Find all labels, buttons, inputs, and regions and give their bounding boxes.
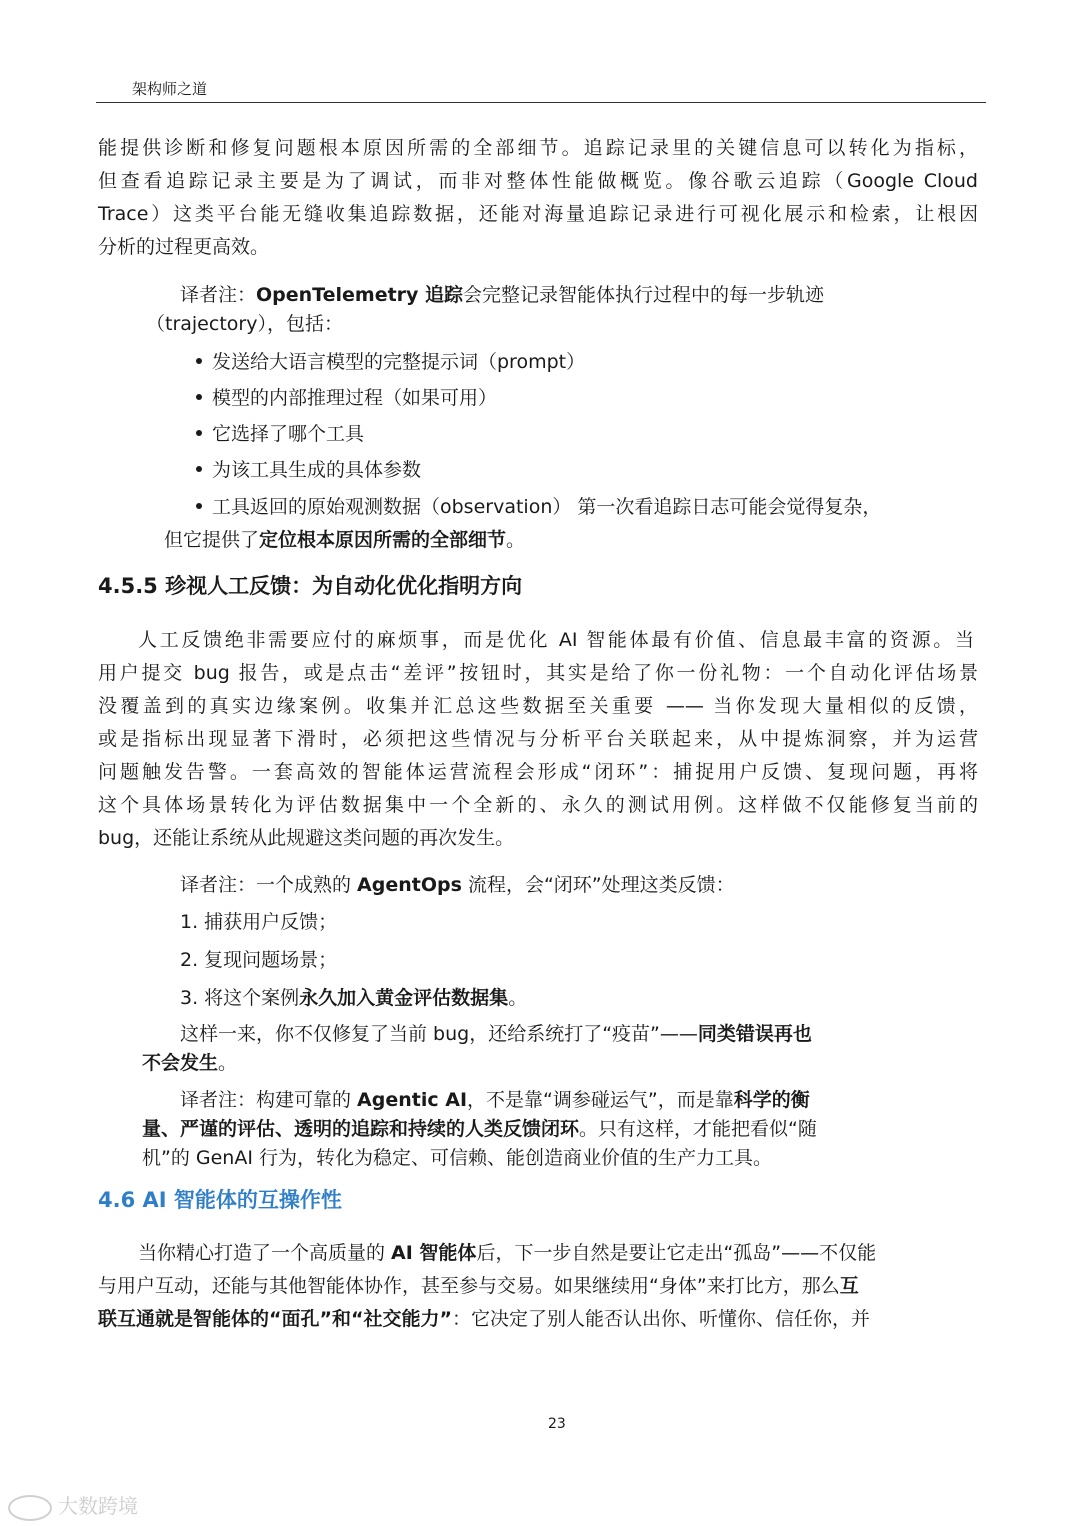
- note-line: [180, 869, 735, 901]
- list-item-bold: 永久加入黄金评估数据集: [299, 987, 509, 1009]
- list-item: 2. 复现问题场景；: [180, 949, 338, 971]
- note-line: [164, 524, 525, 556]
- section-heading-4-6: 4.6 AI 智能体的互操作性: [98, 1188, 342, 1212]
- note-bold-text: 不会发生: [142, 1052, 219, 1074]
- paragraph-text: ：它决定了别人能否认出你、听懂你、信任你，并: [451, 1308, 870, 1330]
- text-line: 问题触发告警。一套高效的智能体运营流程会形成“闭环”：捕捉用户反馈、复现问题，再将: [98, 761, 978, 783]
- bullet-text: 工具返回的原始观测数据（observation） 第一次看追踪日志可能会觉得复杂，: [212, 496, 882, 518]
- bullet-text: 为该工具生成的具体参数: [212, 459, 422, 481]
- bullet-icon: [196, 394, 202, 400]
- list-item-text: 。: [508, 987, 528, 1009]
- text-line: 能提供诊断和修复问题根本原因所需的全部细节。追踪记录里的关键信息可以转化为指标，: [98, 137, 978, 159]
- bullet-icon: [196, 466, 202, 472]
- note-bold-term: AgentOps: [357, 874, 462, 896]
- text-line: 用户提交 bug 报告，或是点击“差评”按钮时，其实是给了你一份礼物：一个自动化评估场景: [98, 662, 978, 684]
- paragraph-text: 当你精心打造了一个高质量的: [138, 1242, 392, 1264]
- text-line: 但查看追踪记录主要是为了调试，而非对整体性能做概览。像谷歌云追踪（Google Cloud: [98, 170, 978, 192]
- bullet-text: 发送给大语言模型的完整提示词（prompt）: [212, 351, 586, 373]
- running-header: 架构师之道: [132, 80, 208, 98]
- text-line: Trace）这类平台能无缝收集追踪数据，还能对海量追踪记录进行可视化展示和检索，让根因: [98, 203, 978, 225]
- note-line: [180, 1018, 812, 1050]
- bullet-text: 它选择了哪个工具: [212, 423, 365, 445]
- note-text: 会完整记录智能体执行过程中的每一步轨迹: [463, 284, 825, 306]
- bullet-item: [196, 382, 497, 414]
- list-item: 1. 捕获用户反馈；: [180, 911, 338, 933]
- paragraph-bold: 联互通就是智能体的“面孔”和“社交能力”: [98, 1308, 452, 1330]
- note-bold-text: 同类错误再也: [697, 1023, 812, 1045]
- text-line: [98, 1270, 859, 1302]
- note-text: 译者注：构建可靠的: [180, 1089, 358, 1111]
- bullet-icon: [196, 503, 202, 509]
- text-line: 没覆盖到的真实边缘案例。收集并汇总这些数据至关重要 —— 当你发现大量相似的反馈，: [98, 695, 978, 717]
- watermark: [8, 1490, 138, 1521]
- paragraph-text: 后，下一步自然是要让它走出“孤岛”——不仅能: [476, 1242, 877, 1264]
- page-number: 23: [548, 1416, 566, 1432]
- text-line: [98, 1303, 870, 1335]
- note-line: [142, 1113, 817, 1145]
- paragraph-text: 与用户互动，还能与其他智能体协作，甚至参与交易。如果继续用“身体”来打比方，那么: [98, 1275, 840, 1297]
- note-bold-text: 科学的衡: [733, 1089, 810, 1111]
- text-line: 人工反馈绝非需要应付的麻烦事，而是优化 AI 智能体最有价值、信息最丰富的资源。当: [138, 629, 974, 651]
- note-text: 。: [218, 1052, 238, 1074]
- text-line: 分析的过程更高效。: [98, 236, 270, 258]
- note-text: ，不是靠“调参碰运气”，而是靠: [467, 1089, 734, 1111]
- bullet-text: 模型的内部推理过程（如果可用）: [212, 387, 498, 409]
- note-line: [142, 1047, 237, 1079]
- note-line: 机”的 GenAI 行为，转化为稳定、可信赖、能创造商业价值的生产力工具。: [142, 1147, 772, 1169]
- note-text: 。: [506, 529, 526, 551]
- note-bold-text: 量、严谨的评估、透明的追踪和持续的人类反馈闭环: [142, 1118, 580, 1140]
- note-text: 这样一来，你不仅修复了当前 bug，还给系统打了“疫苗”——: [180, 1023, 698, 1045]
- bullet-item: [196, 491, 881, 523]
- section-heading-4-5-5: 4.5.5 珍视人工反馈：为自动化优化指明方向: [98, 574, 523, 598]
- bullet-item: [196, 346, 585, 378]
- text-line: bug，还能让系统从此规避这类问题的再次发生。: [98, 827, 515, 849]
- paragraph-bold: AI 智能体: [391, 1242, 477, 1264]
- bullet-icon: [196, 358, 202, 364]
- note-line: [180, 1084, 810, 1116]
- note-line: [180, 279, 824, 311]
- bullet-item: [196, 454, 421, 486]
- text-line: [138, 1237, 876, 1269]
- note-text: 。只有这样，才能把看似“随: [579, 1118, 817, 1140]
- note-text: 流程，会“闭环”处理这类反馈：: [461, 874, 735, 896]
- note-prefix: 译者注：一个成熟的: [180, 874, 358, 896]
- note-bold-text: Agentic AI: [357, 1089, 468, 1111]
- paragraph-bold: 互: [839, 1275, 859, 1297]
- note-bold-term: OpenTelemetry 追踪: [256, 284, 464, 306]
- text-line: 这个具体场景转化为评估数据集中一个全新的、永久的测试用例。这样做不仅能修复当前的: [98, 794, 978, 816]
- watermark-text: 大数跨境: [58, 1494, 138, 1518]
- bullet-icon: [196, 430, 202, 436]
- note-prefix: 译者注：: [180, 284, 257, 306]
- note-text: 但它提供了: [164, 529, 260, 551]
- header-rule: [96, 102, 986, 103]
- bullet-item: [196, 418, 364, 450]
- note-bold-text: 定位根本原因所需的全部细节: [259, 529, 507, 551]
- list-item: [180, 982, 527, 1014]
- watermark-logo-icon: [8, 1495, 52, 1521]
- list-item-text: 3. 将这个案例: [180, 987, 300, 1009]
- text-line: 或是指标出现显著下滑时，必须把这些情况与分析平台关联起来，从中提炼洞察，并为运营: [98, 728, 978, 750]
- note-line: （trajectory），包括：: [146, 313, 343, 335]
